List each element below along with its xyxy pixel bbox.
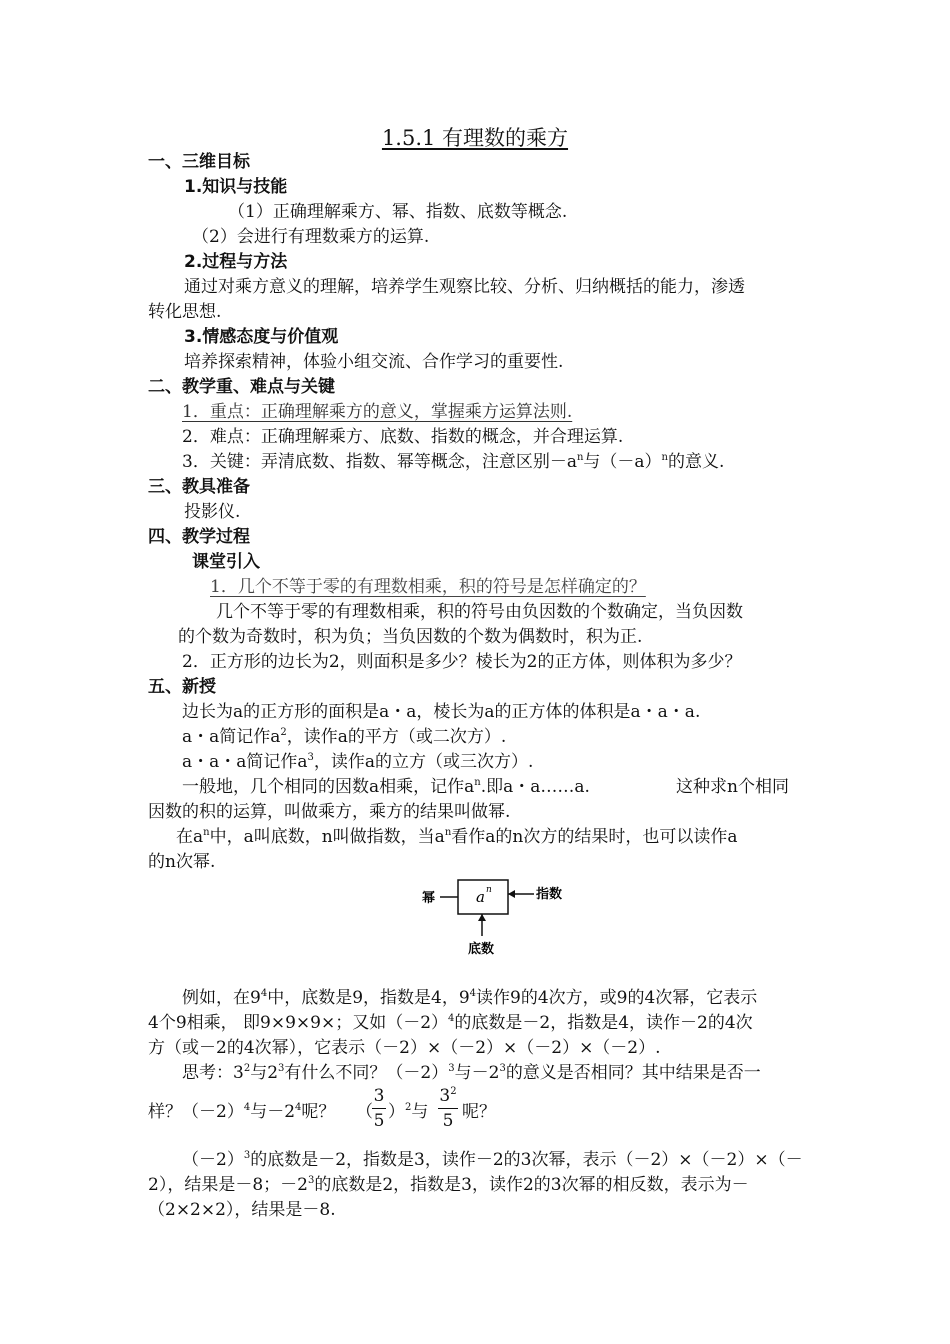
keypoint-focus: 1．重点：正确理解乘方的意义，掌握乘方运算法则. [182,402,573,422]
arrow-exponent-head [508,890,515,898]
question-1: 1．几个不等于零的有理数相乘，积的符号是怎样确定的？ [210,577,646,597]
label-exponent-symbol: n [486,885,492,895]
fraction-numerator: $3^2$ [439,1086,457,1106]
arrow-base-head [478,914,486,921]
power-diagram-svg [418,874,568,960]
paragraph: 这种求n个相同 [676,777,789,797]
label-power: 幂 [422,891,436,906]
paragraph: 通过对乘方意义的理解，培养学生观察比较、分析、归纳概括的能力，渗透 [184,277,745,297]
paragraph: $(-2)^3$的底数是－2，指数是3，读作－2的3次幂，表示（－2）×（－2）×（－ [182,1150,803,1170]
fraction-denominator: 5 [442,1111,454,1131]
section-heading-keypoints: 二、教学重、难点与关键 [148,377,335,397]
fraction-denominator: 5 [373,1111,385,1131]
subheading-attitude: 3.情感态度与价值观 [184,327,339,347]
paragraph: （2）会进行有理数乘方的运算. [192,227,430,247]
paragraph: （2×2×2），结果是－8. [148,1200,336,1220]
paragraph: 在$a^n$中，a叫底数，n叫做指数，当$a^n$看作a的n次方的结果时，也可以读作a [176,827,738,847]
paragraph: 方（或－2的4次幂），它表示（－2）×（－2）×（－2）×（－2）. [148,1038,661,1058]
section-heading-process: 四、教学过程 [148,527,250,547]
paragraph: 培养探索精神，体验小组交流、合作学习的重要性. [184,352,564,372]
power-notation-diagram [418,874,568,960]
paragraph: 例如，在$9^4$中，底数是9，指数是4，$9^4$读作9的4次方，或9的4次幂，它表示 [182,988,758,1008]
paren-open: （ [356,1102,373,1122]
subheading-process: 2.过程与方法 [184,252,288,272]
section-heading-objectives: 一、三维目标 [148,152,250,172]
paragraph: 边长为a的正方形的面积是a・a，棱长为a的正方体的体积是a・a・a. [182,702,701,722]
paragraph: 投影仪. [184,502,241,522]
label-exponent: 指数 [536,887,563,902]
paragraph: a・a・a简记作$a^3$，读作a的立方（或三次方）. [182,752,534,772]
paragraph: 的个数为奇数时，积为负；当负因数的个数为偶数时，积为正. [178,627,643,647]
paragraph: （1）正确理解乘方、幂、指数、底数等概念. [228,202,568,222]
paragraph: 2），结果是－8；$-2^3$的底数是2，指数是3，读作2的3次幂的相反数，表示为－ [148,1175,749,1195]
think-question: 思考：$3^2$与$2^3$有什么不同？$(-2)^3$与$-2^3$的意义是否相同？其中结果是否一 [182,1063,761,1083]
label-base-symbol: a [476,888,485,906]
paragraph: 因数的积的运算，叫做乘方，乘方的结果叫做幂. [148,802,511,822]
section-heading-materials: 三、教具准备 [148,477,250,497]
fraction-bar [438,1108,458,1109]
subheading-knowledge: 1.知识与技能 [184,177,288,197]
paragraph: 几个不等于零的有理数相乘，积的符号由负因数的个数确定，当负因数 [216,602,743,622]
paragraph: 4个9相乘， 即9×9×9×；又如$(-2)^4$的底数是－2，指数是4，读作－2的4次 [148,1013,753,1033]
keypoint-difficulty: 2．难点：正确理解乘方、底数、指数的概念，并合理运算. [182,427,624,447]
paragraph: 转化思想. [148,302,222,322]
page-title: 1.5.1 有理数的乘方 [381,126,569,150]
paragraph: 的n次幂. [148,852,216,872]
think-question-cont: 样？$(-2)^4$与$-2^4$呢？ [148,1102,336,1122]
fraction-three-squared-over-five [438,1086,458,1131]
fraction-numerator: 3 [373,1086,385,1106]
think-question-cont2: ）$^2$与 [388,1102,429,1122]
subheading-intro: 课堂引入 [192,552,260,572]
label-base: 底数 [468,942,495,957]
fraction-three-fifths [372,1086,386,1131]
section-heading-new-lesson: 五、新授 [148,677,216,697]
think-question-end: 呢？ [462,1102,496,1122]
paragraph: 一般地，几个相同的因数a相乘，记作$a^n$.即a・a……a. [182,777,590,797]
keypoint-key: 3．关键：弄清底数、指数、幂等概念，注意区别$-a^n$与$(-a)^n$的意义. [182,452,725,472]
paragraph: a・a简记作$a^2$，读作a的平方（或二次方）. [182,727,507,747]
fraction-bar [372,1108,386,1109]
question-2: 2．正方形的边长为2，则面积是多少？棱长为2的正方体，则体积为多少？ [182,652,742,672]
